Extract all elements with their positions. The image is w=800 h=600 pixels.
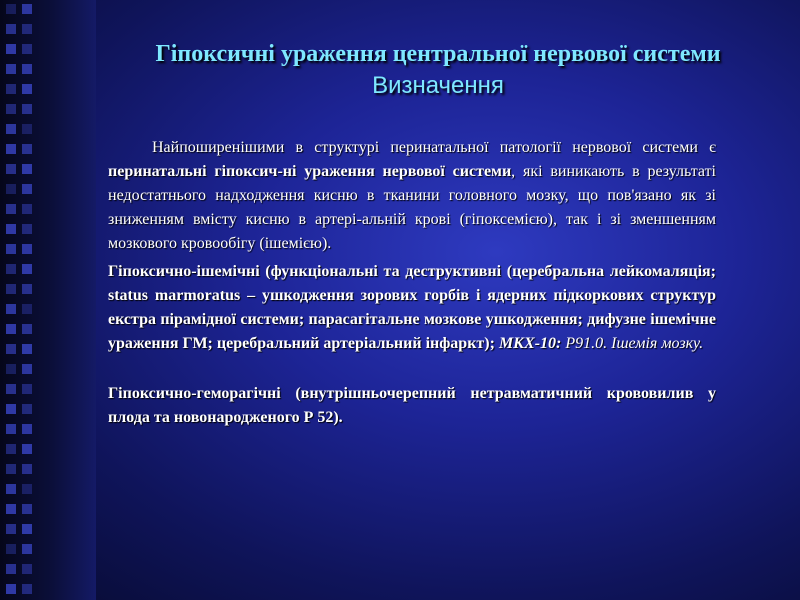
decorative-square: [22, 164, 32, 174]
decorative-square: [6, 384, 16, 394]
decorative-square: [6, 204, 16, 214]
decorative-square: [22, 244, 32, 254]
decorative-square: [6, 4, 16, 14]
decorative-square: [22, 64, 32, 74]
decorative-square: [22, 4, 32, 14]
icd-code-label: МКХ-10:: [498, 335, 562, 352]
hypoxic-ischemic-paragraph: [108, 260, 716, 356]
decorative-square: [22, 24, 32, 34]
decorative-square: [22, 124, 32, 134]
decorative-square: [22, 204, 32, 214]
decorative-square: [6, 464, 16, 474]
decorative-square: [6, 304, 16, 314]
decorative-square: [22, 384, 32, 394]
decorative-square: [22, 184, 32, 194]
slide-title: Гіпоксичні ураження центральної нервової системи: [155, 41, 721, 67]
decorative-square: [6, 284, 16, 294]
decorative-square: [6, 164, 16, 174]
decorative-square: [6, 184, 16, 194]
decorative-square: [22, 444, 32, 454]
definition-text-end: , які виникають в результаті недостатнього надходження кисню в тканини головного мозку, що пов'язано як зі зниженням вмісту кисню в артері-альній крові (гіпоксемією), так і зі зменшенням мозкового кровообігу (ішемією).: [108, 163, 716, 252]
definition-bold-term: перинатальні гіпоксич-ні ураження нервової системи: [108, 163, 512, 180]
decorative-square: [22, 424, 32, 434]
definition-paragraph: [108, 136, 716, 256]
decorative-square: [22, 344, 32, 354]
hypoxic-ischemic-text: Гіпоксично-ішемічні (функціональні та деструктивні (церебральна лейкомаляція; status marmoratus – ушкодження зорових горбів і ядерних підкоркових структур екстра пірамідної системи; парасагітальне мозкове ушкодження; дифузне ішемічне ураження ГМ; церебральний артеріальний інфаркт);: [108, 263, 716, 352]
hypoxic-hemorrhagic-paragraph: [108, 382, 716, 430]
definition-text-start: Найпоширенішими в структурі перинатальної патології нервової системи є: [152, 139, 716, 156]
decorative-square: [6, 144, 16, 154]
decorative-square: [22, 524, 32, 534]
decorative-square: [6, 104, 16, 114]
decorative-square: [6, 24, 16, 34]
decorative-square: [6, 264, 16, 274]
decorative-square: [22, 544, 32, 554]
decorative-square: [6, 364, 16, 374]
decorative-square: [6, 404, 16, 414]
decorative-square: [6, 64, 16, 74]
decorative-square: [22, 44, 32, 54]
decorative-square: [6, 444, 16, 454]
slide-title-block: [108, 38, 768, 102]
decorative-square: [6, 424, 16, 434]
decorative-square: [6, 484, 16, 494]
decorative-square: [6, 524, 16, 534]
decorative-square: [6, 224, 16, 234]
decorative-square: [22, 264, 32, 274]
decorative-square: [6, 244, 16, 254]
decorative-square: [22, 304, 32, 314]
decorative-square: [22, 224, 32, 234]
decorative-square: [22, 484, 32, 494]
icd-code-text: Р91.0. Ішемія мозку.: [561, 335, 704, 352]
decorative-square: [22, 324, 32, 334]
decorative-square: [22, 564, 32, 574]
decorative-square: [6, 344, 16, 354]
decorative-square: [6, 44, 16, 54]
decorative-square: [22, 584, 32, 594]
slide-subtitle: Визначення: [372, 72, 504, 99]
decorative-square: [22, 464, 32, 474]
decorative-square: [6, 324, 16, 334]
decorative-square: [6, 504, 16, 514]
decorative-square: [6, 84, 16, 94]
decorative-square: [6, 584, 16, 594]
decorative-square: [22, 404, 32, 414]
decorative-square: [22, 364, 32, 374]
decorative-square: [22, 104, 32, 114]
slide-content: [108, 136, 716, 430]
decorative-square: [22, 504, 32, 514]
decorative-square: [22, 84, 32, 94]
decorative-square: [6, 564, 16, 574]
decorative-square: [22, 284, 32, 294]
decorative-square: [6, 124, 16, 134]
hypoxic-hemorrhagic-text: Гіпоксично-геморагічні (внутрішньочерепний нетравматичний крововилив у плода та новонародженого Р 52).: [108, 385, 716, 426]
decorative-square: [6, 544, 16, 554]
decorative-square: [22, 144, 32, 154]
